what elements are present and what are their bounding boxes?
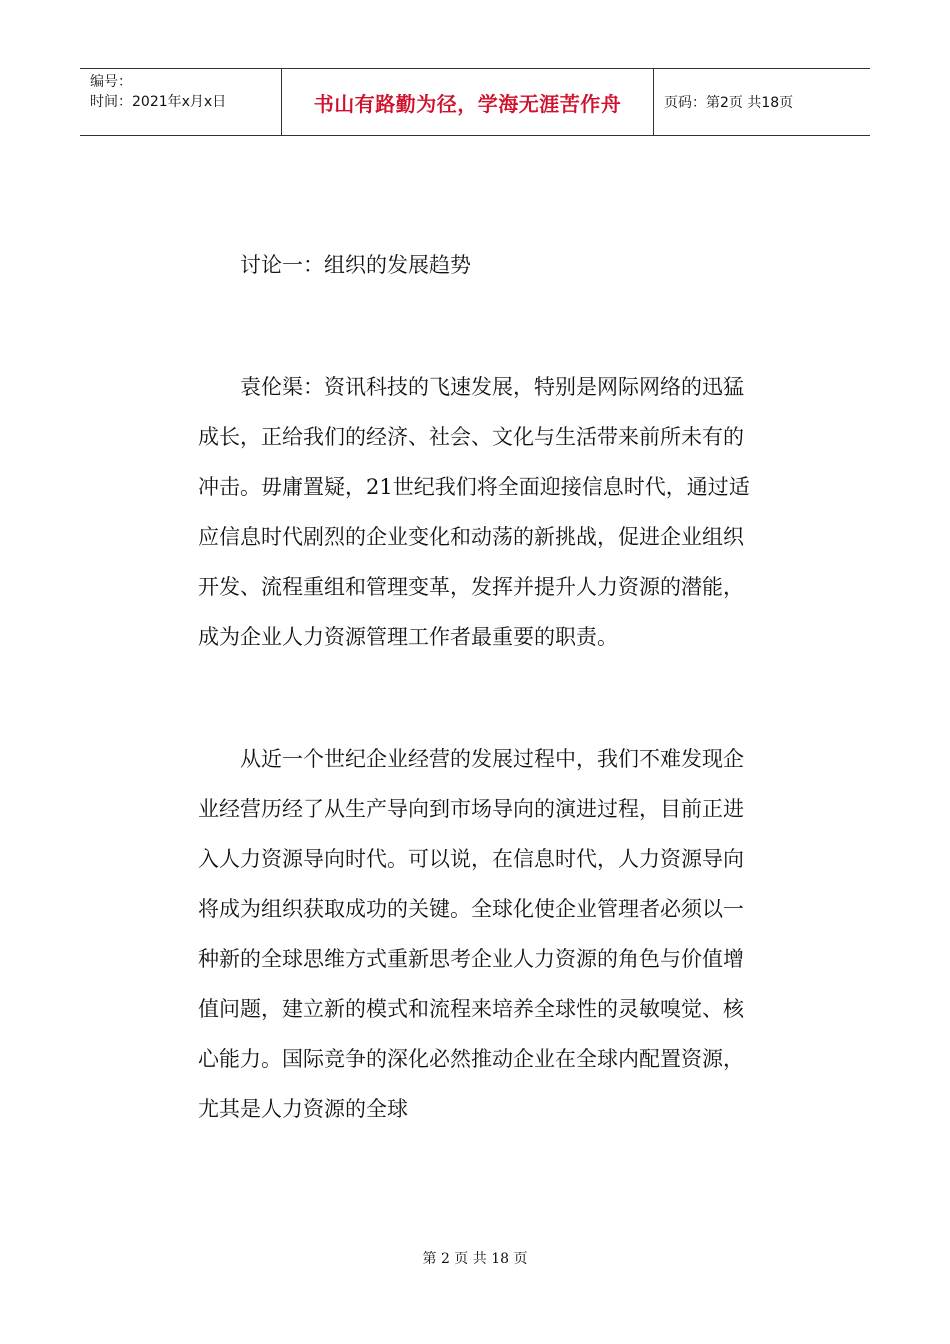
page-header [80, 68, 870, 136]
header-date-label: 时间：2021年x月x日 [90, 94, 227, 110]
header-meta [80, 69, 282, 135]
header-number-label: 编号： [90, 74, 132, 90]
document-body [198, 240, 758, 1134]
page-footer: 第 2 页 共 18 页 [422, 1251, 528, 1267]
header-page-info: 页码：第2页 共18页 [664, 95, 794, 111]
body-paragraph: 从近一个世纪企业经营的发展过程中，我们不难发现企业经营历经了从生产导向到市场导向的演进过程，目前正进入人力资源导向时代。可以说，在信息时代，人力资源导向将成为组织获取成功的关键。全球化使企业管理者必须以一种新的全球思维方式重新思考企业人力资源的角色与价值增值问题，建立新的模式和流程来培养全球性的灵敏嗅觉、核心能力。国际竞争的深化必然推动企业在全球内配置资源，尤其是人力资源的全球 [198, 747, 744, 1121]
body-paragraph: 袁伦渠：资讯科技的飞速发展，特别是网际网络的迅猛成长，正给我们的经济、社会、文化与生活带来前所未有的冲击。毋庸置疑，21世纪我们将全面迎接信息时代，通过适应信息时代剧烈的企业变化和动荡的新挑战，促进企业组织开发、流程重组和管理变革，发挥并提升人力资源的潜能，成为企业人力资源管理工作者最重要的职责。 [198, 375, 750, 649]
header-motto: 书山有路勤为径，学海无涯苦作舟 [282, 69, 654, 135]
section-heading: 讨论一：组织的发展趋势 [240, 253, 471, 277]
